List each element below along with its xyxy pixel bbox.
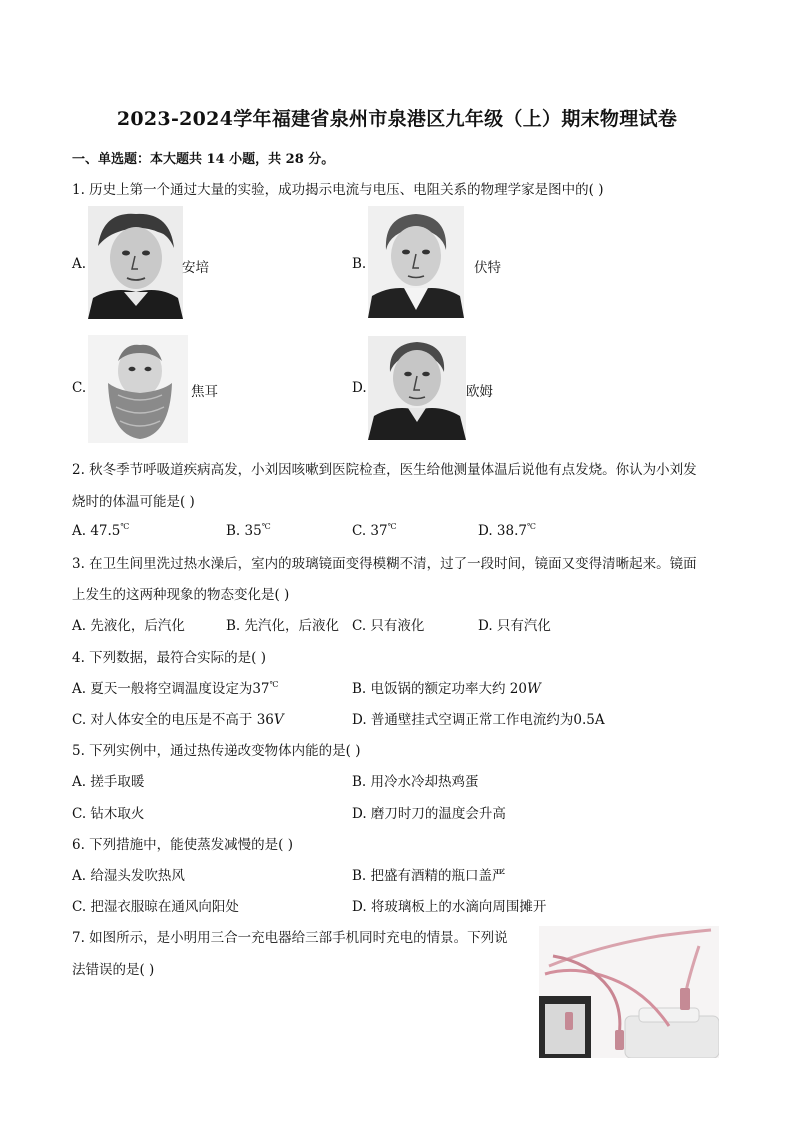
q2-option-d: D. 38.7℃ [478, 522, 536, 539]
joule-portrait-image [88, 335, 188, 443]
q3-stem-line1: 3. 在卫生间里洗过热水澡后，室内的玻璃镜面变得模糊不清，过了一段时间，镜面又变得清晰起来。镜面 [72, 556, 697, 572]
q6-option-c: C. 把湿衣服晾在通风向阳处 [72, 899, 239, 915]
q7-stem-line1: 7. 如图所示，是小明用三合一充电器给三部手机同时充电的情景。下列说 [72, 930, 508, 946]
q2-option-a: A. 47.5℃ [72, 522, 130, 539]
q2-stem-line2: 烧时的体温可能是( ) [72, 494, 195, 510]
q1-stem: 1. 历史上第一个通过大量的实验，成功揭示电流与电压、电阻关系的物理学家是图中的( ) [72, 182, 604, 198]
q5-stem: 5. 下列实例中，通过热传递改变物体内能的是( ) [72, 743, 361, 759]
q1-option-b-label: 伏特 [474, 260, 501, 276]
q3-option-d: D. 只有汽化 [478, 618, 551, 634]
q1-option-c-label: 焦耳 [191, 384, 218, 400]
q4-option-a: A. 夏天一般将空调温度设定为37℃ [72, 680, 279, 697]
q3-option-a: A. 先液化，后汽化 [72, 618, 185, 634]
q6-stem: 6. 下列措施中，能使蒸发减慢的是( ) [72, 837, 293, 853]
q1-option-c-letter: C. [72, 380, 87, 396]
q5-option-c: C. 钻木取火 [72, 806, 145, 822]
q4-option-d: D. 普通壁挂式空调正常工作电流约为0.5A [352, 712, 605, 728]
volta-portrait-image [368, 206, 464, 318]
q5-option-b: B. 用冷水冷却热鸡蛋 [352, 774, 479, 790]
q3-option-c: C. 只有液化 [352, 618, 425, 634]
q5-option-d: D. 磨刀时刀的温度会升高 [352, 806, 506, 822]
q1-option-d-letter: D. [352, 380, 367, 396]
page-title: 2023-2024学年福建省泉州市泉港区九年级（上）期末物理试卷 [116, 108, 678, 130]
q4-option-c: C. 对人体安全的电压是不高于 36V [72, 712, 284, 728]
section-heading: 一、单选题：本大题共 14 小题，共 28 分。 [72, 152, 335, 167]
q6-option-a: A. 给湿头发吹热风 [72, 868, 185, 884]
q3-option-b: B. 先汽化，后液化 [226, 618, 340, 634]
charger-photo-image [539, 926, 719, 1058]
q7-stem-line2: 法错误的是( ) [72, 962, 155, 978]
q2-option-c: C. 37℃ [352, 522, 397, 539]
q5-option-a: A. 搓手取暖 [72, 774, 145, 790]
q1-option-b-letter: B. [352, 256, 367, 272]
ampere-portrait-image [88, 206, 183, 319]
q1-option-d-label: 欧姆 [466, 384, 493, 400]
q1-option-a-label: 安培 [182, 260, 209, 276]
q1-option-a-letter: A. [72, 256, 87, 272]
q4-stem: 4. 下列数据，最符合实际的是( ) [72, 650, 266, 666]
q2-option-b: B. 35℃ [226, 522, 271, 539]
q2-stem-line1: 2. 秋冬季节呼吸道疾病高发，小刘因咳嗽到医院检查，医生给他测量体温后说他有点发烧。你认为小刘发 [72, 462, 697, 478]
q4-option-b: B. 电饭锅的额定功率大约 20W [352, 681, 541, 697]
q6-option-b: B. 把盛有酒精的瓶口盖严 [352, 868, 506, 884]
q6-option-d: D. 将玻璃板上的水滴向周围摊开 [352, 899, 547, 915]
q3-stem-line2: 上发生的这两种现象的物态变化是( ) [72, 587, 290, 603]
ohm-portrait-image [368, 336, 466, 440]
